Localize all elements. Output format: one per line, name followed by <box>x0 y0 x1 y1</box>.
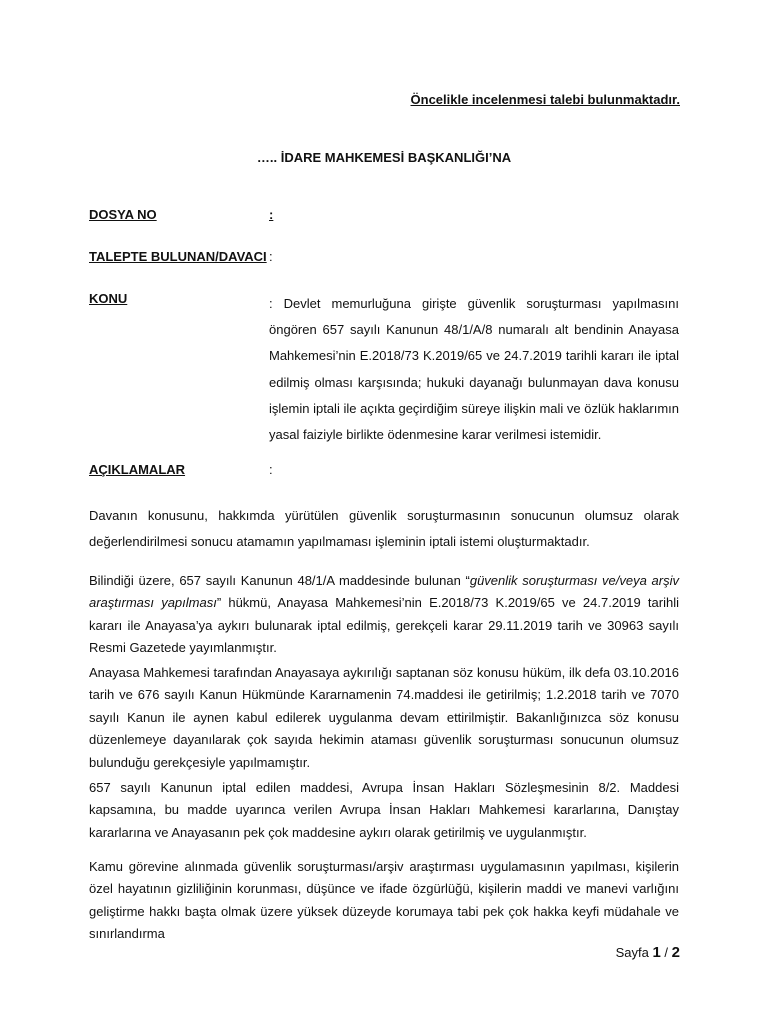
konu-label: KONU <box>89 291 128 306</box>
paragraph-2: Bilindiği üzere, 657 sayılı Kanunun 48/1/A maddesinde bulunan “güvenlik soruşturması ve/veya arşiv araştırması yapılması” hükmü, Anayasa Mahkemesi’nin E.2018/73 K.2019/65 ve 24.7.2019 tarihli kararı ile Anayasa’ya aykırı bulunarak iptal edilmiş, gerekçeli karar 29.11.2019 tarih ve 30963 sayılı Resmi Gazetede yayımlanmıştır. <box>89 573 679 656</box>
davaci-label: TALEPTE BULUNAN/DAVACI <box>89 249 267 264</box>
dosya-no-label: DOSYA NO <box>89 207 157 222</box>
paragraph-5: Kamu görevine alınmada güvenlik soruşturması/arşiv araştırması uygulamasının yapılması, kişilerin özel hayatının gizliliğinin korunması, düşünce ve ifade özgürlüğü, kişilerin maddi ve manevi varlığını geliştirme hakkı başta olmak üzere yüksek düzeyde korumaya tabi pek çok hakka keyfi müdahale ve sınırlandırma <box>89 859 679 942</box>
dosya-no-separator: : <box>269 207 274 222</box>
konu-text: : Devlet memurluğuna girişte güvenlik soruşturması yapılmasını öngören 657 sayılı Kanunun 48/1/A/8 numaralı alt bendinin Anayasa Mahkemesi’nin E.2018/73 K.2019/65 ve 24.7.2019 tarihli kararı ile iptal edilmiş olması karşısında; hukuki dayanağı bulunmayan dava konusu işlemin iptali ile açıkta geçirdiğim süreye ilişkin mali ve özlük haklarımın yasal faiziyle birlikte ödenmesine karar verilmesi istemidir. <box>269 296 679 443</box>
paragraph-3: Anayasa Mahkemesi tarafından Anayasaya aykırılığı saptanan söz konusu hüküm, ilk defa 03.10.2016 tarih ve 676 sayılı Kanun Hükmünde Kararnamenin 74.maddesi ile getirilmiş; 1.2.2018 tarih ve 7070 sayılı Kanun ile aynen kabul edilerek uygulanma devam ettirilmiştir. Bakanlığınızca söz konusu düzenlemeye dayanılarak çok sayıda hekimin ataması güvenlik soruşturması sonucunun olumsuz bulunduğu gerekçesiyle yapılmamıştır. <box>89 665 679 770</box>
priority-note: Öncelikle incelenmesi talebi bulunmaktadır. <box>410 92 680 107</box>
page-number: Sayfa 1 / 2 <box>615 944 680 961</box>
davaci-separator: : <box>269 249 273 264</box>
paragraph-4: 657 sayılı Kanunun iptal edilen maddesi, Avrupa İnsan Hakları Sözleşmesinin 8/2. Maddesi kapsamına, bu madde uyarınca verilen Avrupa İnsan Hakları Mahkemesi kararlarına, Danıştay kararlarına ve Anayasanın pek çok maddesine aykırı olarak getirilmiş ve uygulanmıştır. <box>89 780 679 840</box>
court-heading: ….. İDARE MAHKEMESİ BAŞKANLIĞI’NA <box>256 150 512 165</box>
aciklamalar-label: AÇIKLAMALAR <box>89 462 186 477</box>
paragraph-1: Davanın konusunu, hakkımda yürütülen güvenlik soruşturmasının sonucunun olumsuz olarak değerlendirilmesi sonucu atamamın yapılmaması işleminin iptali istemi oluşturmaktadır. <box>89 508 679 549</box>
quoted-provision: güvenlik soruşturması ve/veya arşiv araştırması yapılması <box>89 573 679 611</box>
aciklamalar-separator: : <box>269 462 273 477</box>
